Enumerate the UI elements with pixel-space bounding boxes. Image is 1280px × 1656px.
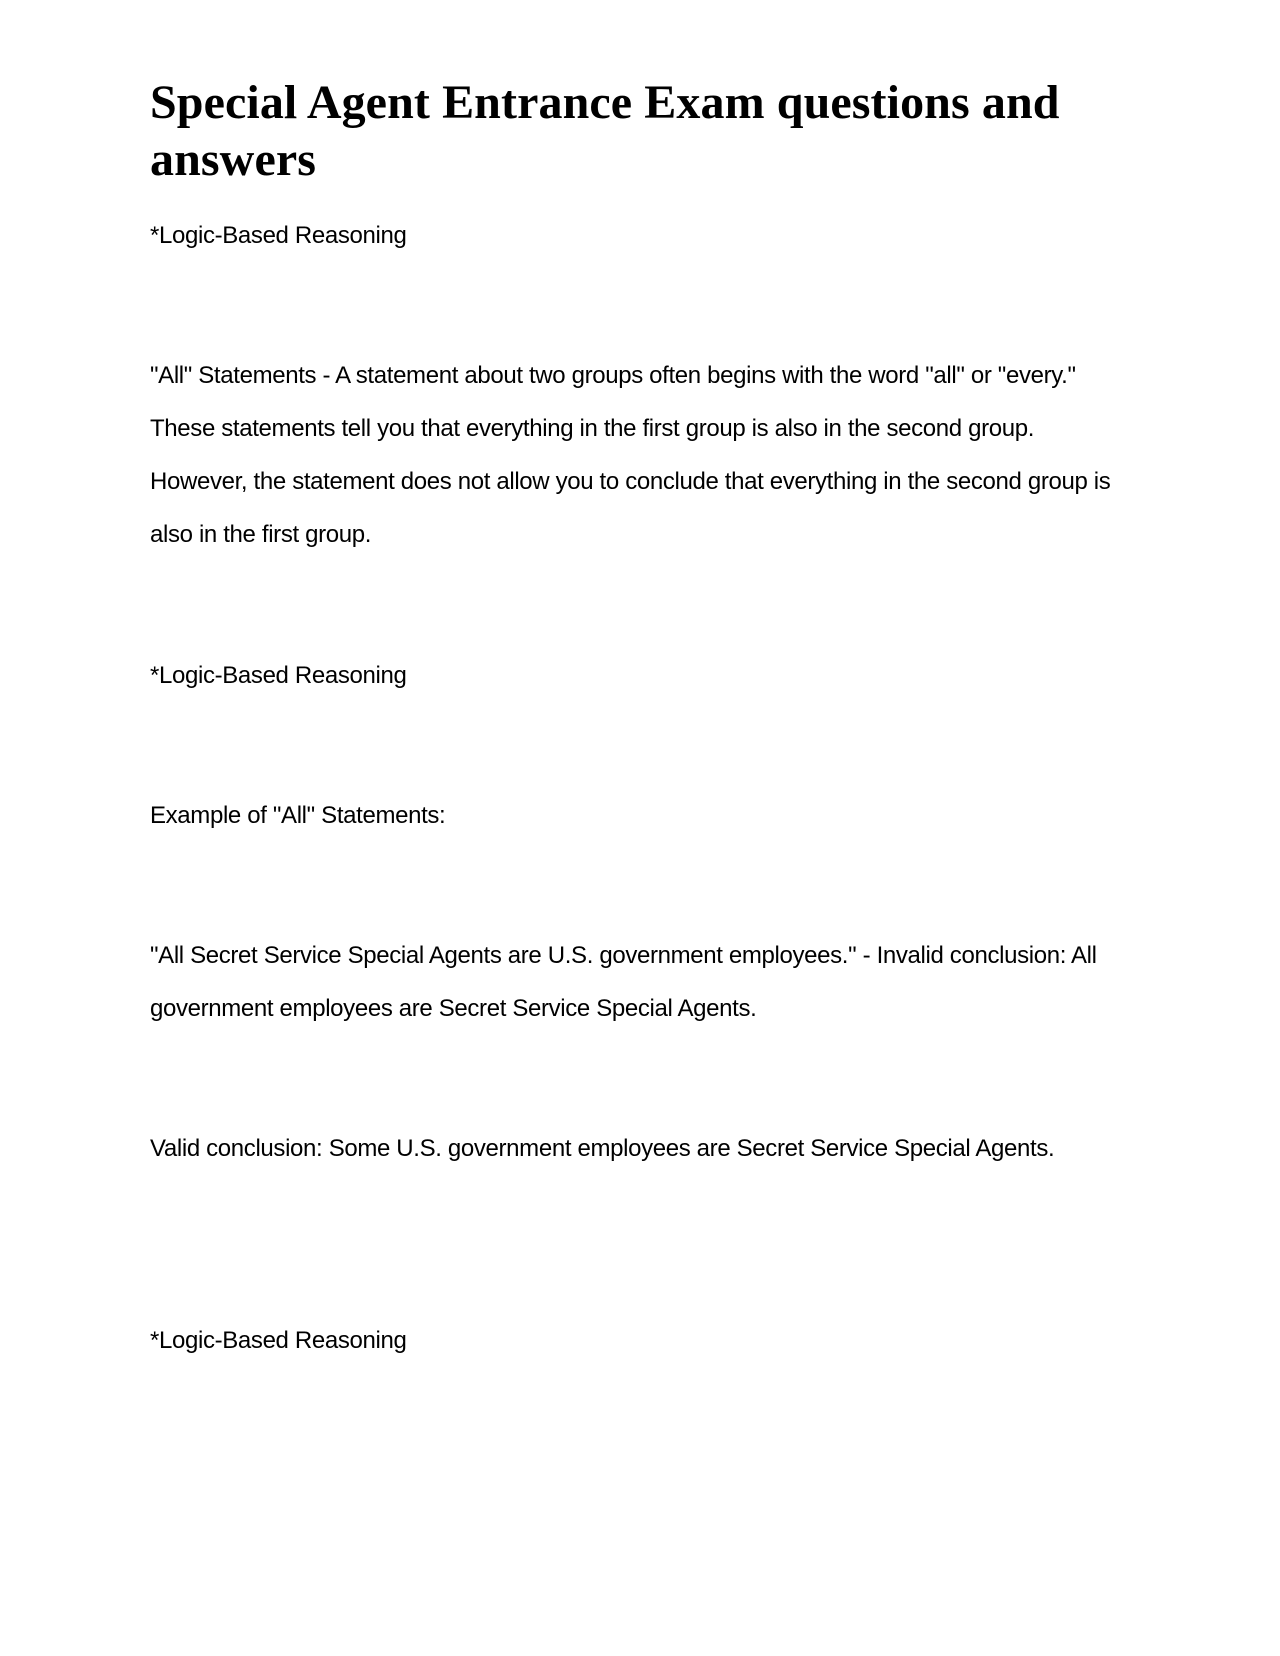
all-statements-definition: "All" Statements - A statement about two groups often begins with the word "all" or "every." These statements tell you that everything in the first group is also in the second group. However, the statement does not allow you to conclude that everything in the second group is also in the first group.	[150, 362, 1111, 548]
section-label: *Logic-Based Reasoning	[150, 222, 407, 249]
example-invalid-conclusion: "All Secret Service Special Agents are U.S. government employees." - Invalid conclusion: All government employees are Secret Service Special Agents.	[150, 942, 1097, 1022]
example-heading: Example of "All" Statements:	[150, 802, 446, 829]
document-title: Special Agent Entrance Exam questions and answers	[150, 76, 1060, 186]
section-label: *Logic-Based Reasoning	[150, 662, 407, 689]
example-valid-conclusion: Valid conclusion: Some U.S. government employees are Secret Service Special Agents.	[150, 1135, 1055, 1162]
section-label: *Logic-Based Reasoning	[150, 1327, 407, 1354]
document-page	[150, 74, 1130, 1354]
